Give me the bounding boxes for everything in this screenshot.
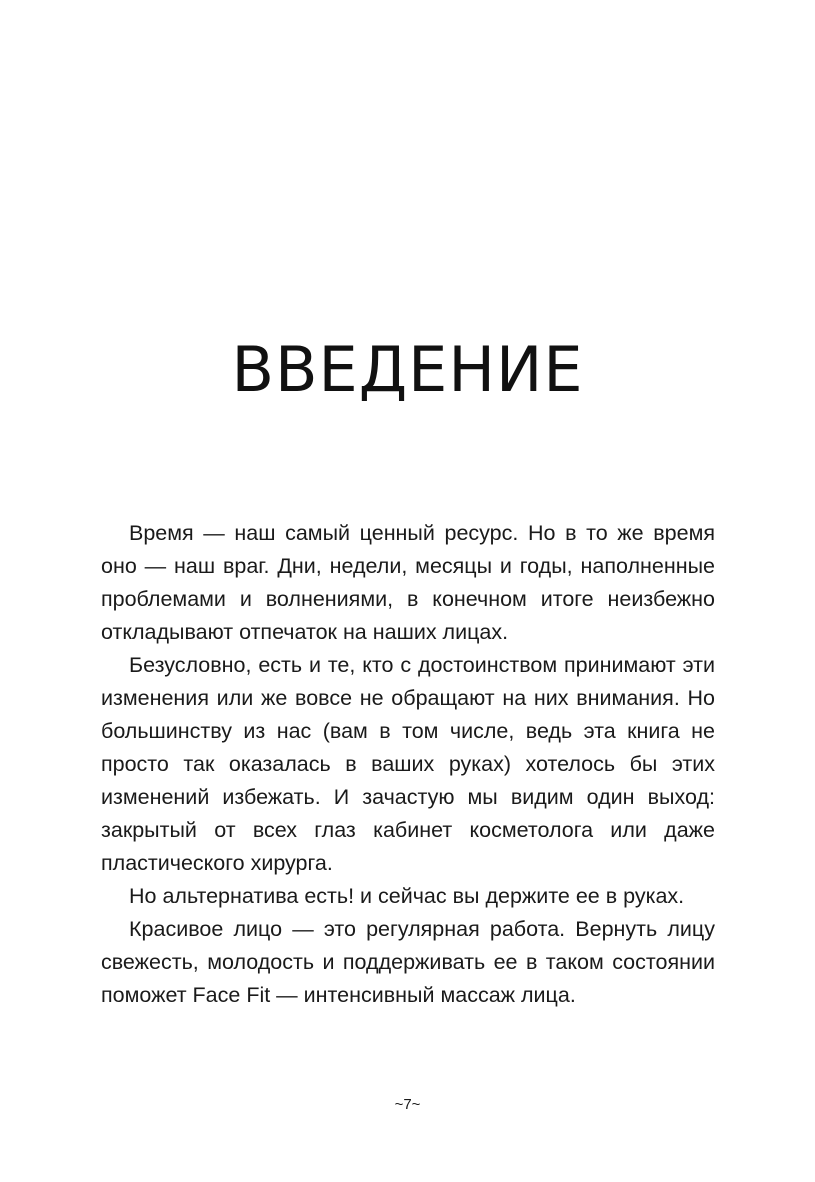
paragraph: Красивое лицо — это регулярная работа. Вернуть лицу свежесть, молодость и поддерживать ее в таком состоянии поможет Face Fit — интенсивный массаж лица.: [101, 917, 715, 1007]
paragraph: Время — наш самый ценный ресурс. Но в то же время оно — наш враг. Дни, недели, месяцы и годы, наполненные проблемами и волнениями, в конечном итоге неизбежно откладывают отпечаток на наших лицах.: [101, 521, 715, 644]
chapter-title: ВВЕДЕНИЕ: [231, 333, 584, 406]
paragraph: Безусловно, есть и те, кто с достоинством принимают эти изменения или же вовсе не обращают на них внимания. Но большинству из нас (вам в том числе, ведь эта книга не просто так оказалась в ваших руках) хотелось бы этих изменений избежать. И зачастую мы видим один выход: закрытый от всех глаз кабинет косметолога или даже пластического хирурга.: [101, 653, 715, 875]
page-number: ~7~: [394, 1096, 421, 1113]
paragraph: Но альтернатива есть! и сейчас вы держите ее в руках.: [129, 884, 685, 908]
body-text: [101, 517, 715, 1012]
